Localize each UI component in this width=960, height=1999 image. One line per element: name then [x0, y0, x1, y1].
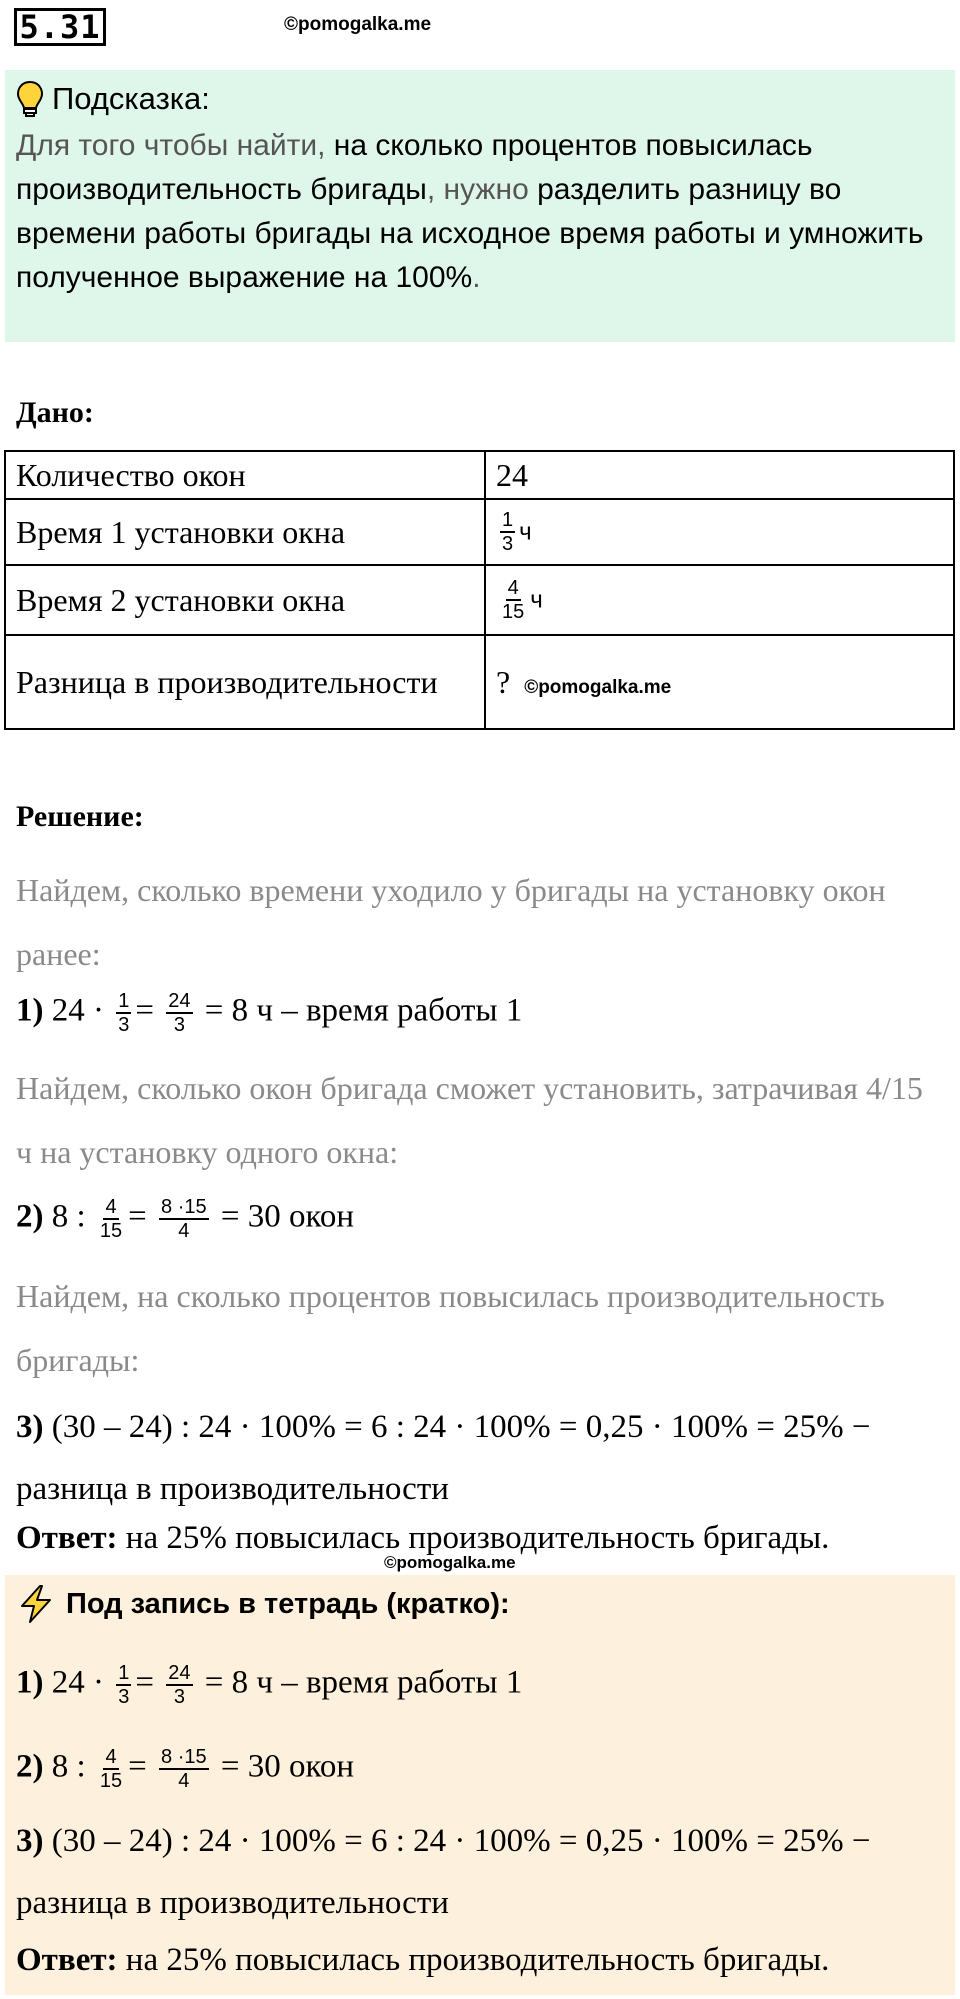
lightbulb-icon: [16, 80, 44, 118]
hint-header: [16, 80, 210, 118]
short-step-1: 1) 24 · $\frac{1}{3}$ = $\frac{24}{3}$ = 8 ч – время работы 1: [16, 1662, 523, 1708]
solution-step-1: 1) 24 · $\frac{1}{3}$ = $\frac{24}{3}$ = 8 ч – время работы 1: [16, 990, 523, 1036]
given-value: $\frac{4}{15}$ ч: [485, 565, 954, 635]
hint-part: , нужно: [426, 173, 538, 206]
solution-answer: Ответ: на 25% повысилась производительность бригады.: [16, 1520, 830, 1556]
short-title: Под запись в тетрадь (кратко):: [66, 1587, 510, 1620]
short-step-3: 3) (30 – 24) : 24 · 100% = 6 : 24 · 100% = 0,25 · 100% = 25% − разница в производительности: [16, 1823, 871, 1921]
hint-part: Для того чтобы найти,: [16, 129, 334, 162]
fraction: $\frac{1}{3}$: [502, 509, 514, 555]
hint-text: [16, 124, 946, 300]
solution-intro-1: Найдем, сколько времени уходило у бригады на установку окон ранее:: [16, 872, 886, 972]
table-row: [5, 451, 954, 499]
given-value: 24: [485, 451, 954, 499]
given-value: ? ©pomogalka.me: [485, 635, 954, 729]
task-number: 5.31: [14, 8, 106, 46]
table-row: [5, 635, 954, 729]
lightning-icon: [16, 1584, 56, 1624]
watermark: ©pomogalka.me: [524, 676, 672, 698]
given-label: Время 1 установки окна: [5, 499, 485, 565]
short-answer: Ответ: на 25% повысилась производительность бригады.: [16, 1942, 830, 1978]
solution-intro-2: Найдем, сколько окон бригада сможет установить, затрачивая 4/15 ч на установку одного окна:: [16, 1070, 923, 1170]
solution-step-3: 3) (30 – 24) : 24 · 100% = 6 : 24 · 100% = 0,25 · 100% = 25% − разница в производительности: [16, 1409, 871, 1507]
short-step-2: 2) 8 : $\frac{4}{15}$ = $\frac{8 \cdot 15}{4}$ = 30 окон: [16, 1746, 355, 1792]
watermark: ©pomogalka.me: [384, 1553, 516, 1572]
solution-step-2: 2) 8 : $\frac{4}{15}$ = $\frac{8 \cdot 15}{4}$ = 30 окон: [16, 1196, 355, 1242]
hint-part: разделить разницу во времени работы бригады на исходное время работы и умножить полученное выражение на 100%: [16, 173, 924, 294]
table-row: [5, 565, 954, 635]
hint-title: Подсказка:: [52, 81, 210, 116]
fraction: $\frac{4}{15}$: [502, 577, 525, 623]
hint-part: .: [472, 261, 481, 294]
given-label: Разница в производительности: [5, 635, 485, 729]
given-label: Количество окон: [5, 451, 485, 499]
solution-title: Решение:: [16, 800, 144, 833]
given-label: Время 2 установки окна: [5, 565, 485, 635]
watermark: ©pomogalka.me: [284, 14, 432, 35]
given-value: $\frac{1}{3}$ ч: [485, 499, 954, 565]
solution-intro-3: Найдем, на сколько процентов повысилась производительность бригады:: [16, 1278, 885, 1378]
table-row: [5, 499, 954, 565]
short-header: [16, 1584, 510, 1624]
hint-part: на сколько процентов повысилась производительность бригады: [16, 129, 813, 206]
given-table: [4, 450, 955, 730]
given-title: Дано:: [16, 396, 94, 429]
